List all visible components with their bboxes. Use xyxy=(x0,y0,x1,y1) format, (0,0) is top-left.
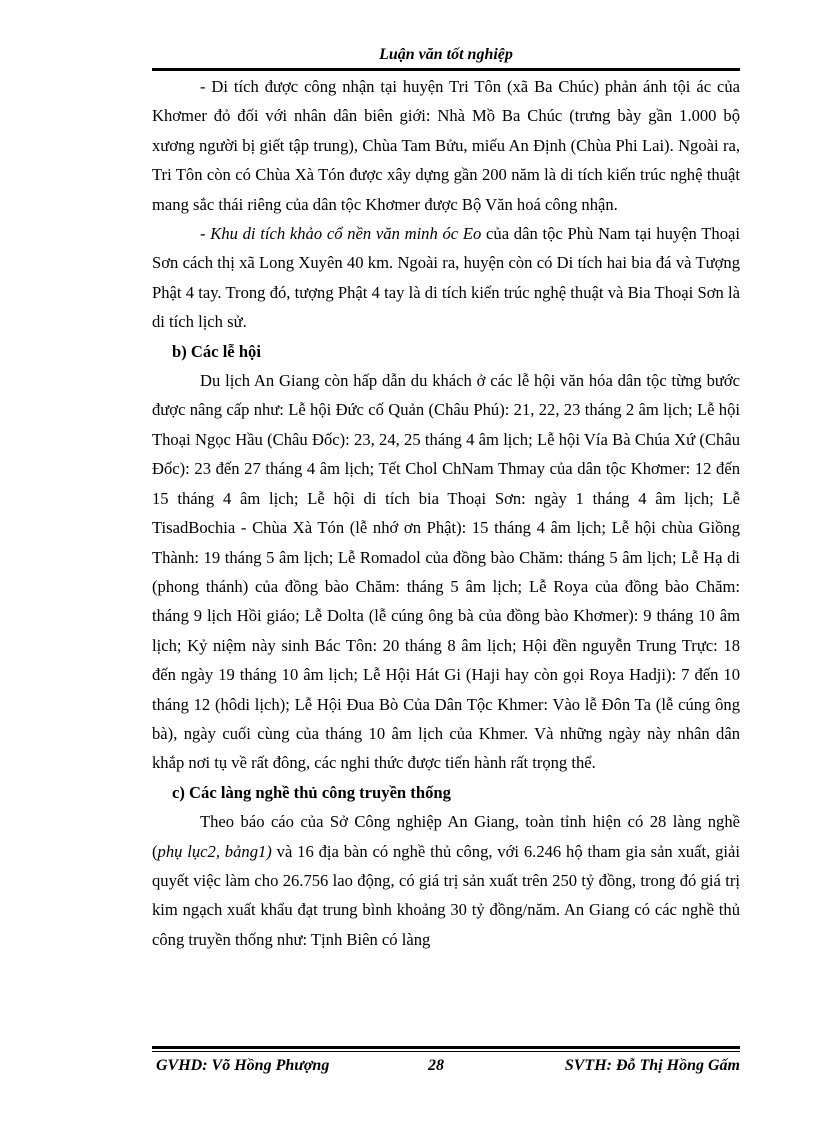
footer-student: SVTH: Đỗ Thị Hồng Gấm xyxy=(564,1057,740,1074)
oc-eo-italic-phrase: - Khu di tích khảo cổ nền văn minh óc Eo xyxy=(200,224,482,244)
page-footer xyxy=(152,1057,740,1079)
section-heading-craft-villages: c) Các làng nghề thủ công truyền thống xyxy=(172,782,451,802)
craft-text-a: Theo báo cáo của Sở Công nghiệp An Giang, toàn tỉnh hiện có 28 làng nghề ( xyxy=(152,812,740,861)
document-body xyxy=(152,72,740,954)
craft-text-b: và 16 địa bàn có nghề thủ công, với 6.246 hộ tham gia sản xuất, giải quyết việc làm cho 26.756 lao động, có giá trị sản xuất trên 250 tỷ đồng, trong đó giá trị kim ngạch xuất khẩu đạt trung bình khoảng 30 tỷ đồng/năm. An Giang có các nghề thủ công truyền thống như: Tịnh Biên có làng xyxy=(152,841,740,949)
footer-rule-thick xyxy=(152,1046,740,1049)
oc-eo-text: của dân tộc Phù Nam tại huyện Thoại Sơn cách thị xã Long Xuyên 40 km. Ngoài ra, huyện còn có Di tích hai bia đá và Tượng Phật 4 tay. Trong đó, tượng Phật 4 tay là di tích kiến trúc nghệ thuật và Bia Thoại Sơn là di tích lịch sử. xyxy=(152,224,740,332)
paragraph-festivals: Du lịch An Giang còn hấp dẫn du khách ở các lễ hội văn hóa dân tộc từng bước được nâng cấp như: Lễ hội Đức cố Quản (Châu Phú): 21, 22, 23 tháng 2 âm lịch; Lễ hội Thoại Ngọc Hầu (Châu Đốc): 23, 24, 25 tháng 4 âm lịch; Lễ hội Vía Bà Chúa Xứ (Châu Đốc): 23 đến 27 tháng 4 âm lịch; Tết Chol ChNam Thmay của dân tộc Khơmer: 12 đến 15 tháng 4 âm lịch; Lễ hội di tích bia Thoại Sơn: ngày 1 tháng 4 âm lịch; Lễ TisadBochia - Chùa Xà Tón (lễ nhớ ơn Phật): 15 tháng 4 âm lịch; Lễ hội chùa Giồng Thành: 19 tháng 5 âm lịch; Lễ Romadol của đồng bào Chăm: tháng 5 âm lịch; Lễ Hạ di (phong thánh) của đồng bào Chăm: tháng 5 âm lịch; Lễ Roya của đồng bào Chăm: tháng 9 lịch Hồi giáo; Lễ Dolta (lễ cúng ông bà của đồng bào Khơmer): 9 tháng 10 âm lịch; Kỷ niệm này sinh Bác Tôn: 20 tháng 8 âm lịch; Hội đền nguyễn Trung Trực: 18 đến ngày 19 tháng 10 âm lịch; Lễ Hội Hát Gi (Haji hay còn gọi Roya Hadji): 7 đến 10 tháng 12 (hôdi lịch); Lễ Hội Đua Bò Của Dân Tộc Khmer: Vào lễ Đôn Ta (lễ cúng ông bà), ngày cuối cùng của tháng 10 âm lịch của Khmer. Và những ngày này nhân dân khắp nơi tụ về rất đông, các nghi thức được tiến hành rất trọng thể. xyxy=(152,371,740,773)
page-header-title: Luận văn tốt nghiệp xyxy=(379,46,513,63)
header-rule xyxy=(152,68,740,71)
footer-advisor: GVHD: Võ Hồng Phượng xyxy=(156,1057,330,1074)
paragraph-tri-ton: - Di tích được công nhận tại huyện Tri Tôn (xã Ba Chúc) phản ánh tội ác của Khơmer đỏ đối với nhân dân biên giới: Nhà Mồ Ba Chúc (trưng bày gần 1.000 bộ xương người bị giết tập trung), Chùa Tam Bửu, miếu An Định (Chùa Phi Lai). Ngoài ra, Tri Tôn còn có Chùa Xà Tón được xây dựng gần 200 năm là di tích kiến trúc nghệ thuật mang sắc thái riêng của dân tộc Khơmer được Bộ Văn hoá công nhận. xyxy=(152,77,740,214)
paragraph-oc-eo xyxy=(152,219,740,337)
footer-page-number: 28 xyxy=(428,1057,444,1074)
paragraph-craft-villages xyxy=(152,807,740,954)
craft-appendix-ref: phụ lục2, bảng1) xyxy=(157,841,272,861)
section-heading-festivals: b) Các lễ hội xyxy=(172,341,261,361)
footer-rule-thin xyxy=(152,1051,740,1052)
